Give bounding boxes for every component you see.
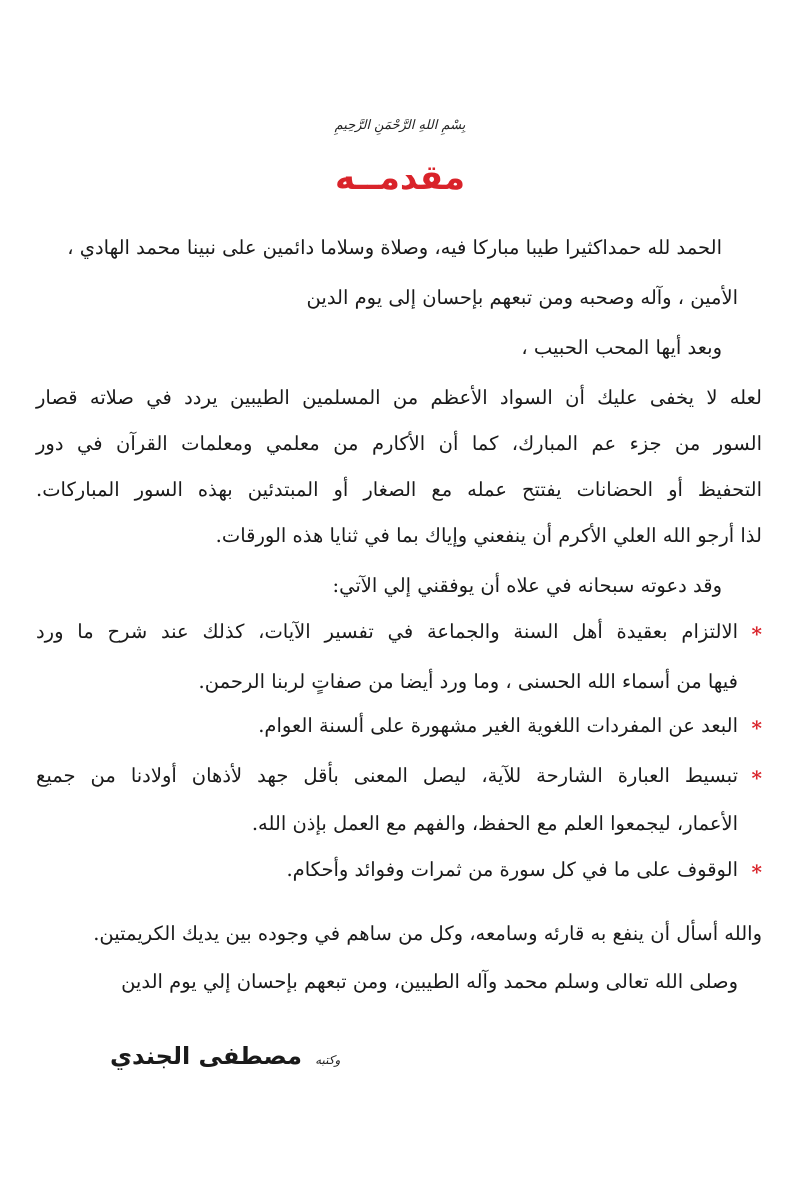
bullet-3-line-1: تبسيط العبارة الشارحة للآية، ليصل المعنى بأقل جهد لأذهان أولادنا من جميع [36,764,738,787]
closing-line-1: والله أسأل أن ينفع به قارئه وسامعه، وكل من ساهم في وجوده بين يديك الكريمتين. [93,922,762,945]
bullet-star-icon: * [751,860,762,884]
signature-prefix: وكتبه [315,1053,341,1067]
body-line-2: السور من جزء عم المبارك، كما أن الأكارم من معلمي ومعلمات القرآن في دور [36,432,762,455]
bullet-star-icon: * [751,622,762,646]
bullet-3-line-2: الأعمار، ليجمعوا العلم مع الحفظ، والفهم مع العمل بإذن الله. [251,812,738,835]
body-line-4: لذا أرجو الله العلي الأكرم أن ينفعني وإياك بما في ثنايا هذه الورقات. [215,524,762,547]
salutation-line: وبعد أيها المحب الحبيب ، [521,336,722,359]
closing-line-2: وصلى الله تعالى وسلم محمد وآله الطيبين، ومن تبعهم بإحسان إلي يوم الدين [121,970,738,993]
bullet-1-line-2: فيها من أسماء الله الحسنى ، وما ورد أيضا من صفاتٍ لربنا الرحمن. [198,670,738,693]
intro-line-2: الأمين ، وآله وصحبه ومن تبعهم بإحسان إلى يوم الدين [306,286,738,309]
bullet-4-line: الوقوف على ما في كل سورة من ثمرات وفوائد وأحكام. [286,858,738,881]
bullet-1-line-1: الالتزام بعقيدة أهل السنة والجماعة في تفسير الآيات، كذلك عند شرح ما ورد [36,620,738,643]
signature [110,1042,340,1070]
bullet-star-icon: * [751,766,762,790]
bullet-2-line: البعد عن المفردات اللغوية الغير مشهورة على ألسنة العوام. [258,714,738,737]
prayer-intro-line: وقد دعوته سبحانه في علاه أن يوفقني إلي الآتي: [332,574,722,597]
bullet-star-icon: * [751,716,762,740]
page-title: مقدمــه [334,158,466,198]
body-line-3: التحفيظ أو الحضانات يفتتح عمله مع الصغار أو المبتدئين بهذه السور المباركات. [36,478,762,501]
intro-line-1: الحمد لله حمداكثيرا طيبا مباركا فيه، وصلاة وسلاما دائمين على نبينا محمد الهادي ، [67,236,722,259]
body-line-1: لعله لا يخفى عليك أن السواد الأعظم من المسلمين الطيبين يردد في صلاته قصار [36,386,762,409]
basmala: بِسْمِ اللهِ الرَّحْمَنِ الرَّحِيمِ [334,118,466,133]
author-name: مصطفى الجندي [110,1042,302,1070]
